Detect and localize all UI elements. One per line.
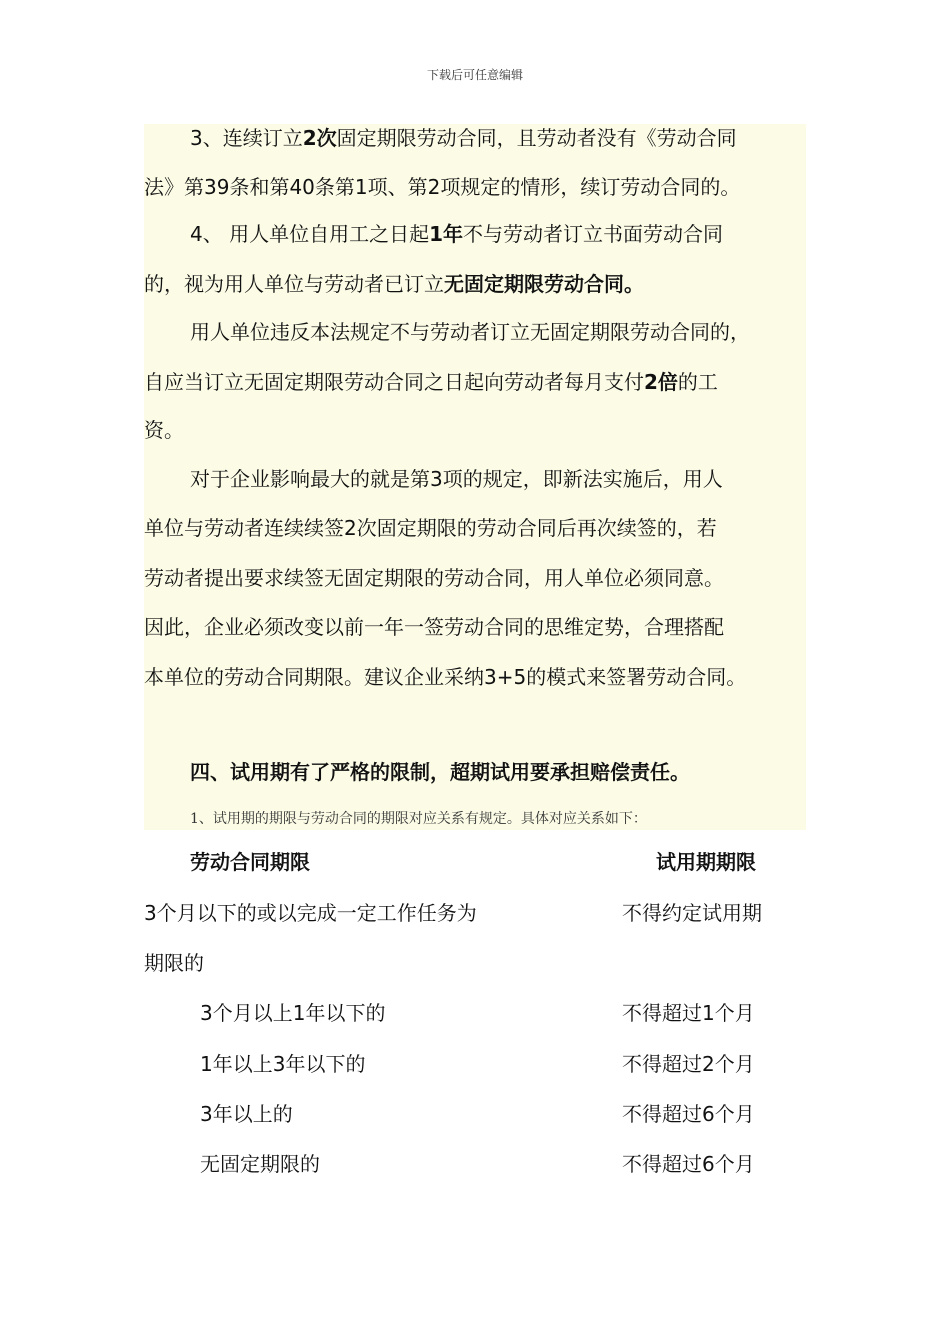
- p6-line4: 因此，企业必须改变以前一年一签劳动合同的思维定势，合理搭配: [144, 615, 724, 639]
- section4-heading: 四、试用期有了严格的限制，超期试用要承担赔偿责任。: [190, 760, 690, 784]
- table-row-1-left-cont: 期限的: [144, 951, 204, 975]
- table-row-2-left: 3个月以上1年以下的: [200, 1001, 386, 1025]
- p5-line1: 用人单位违反本法规定不与劳动者订立无固定期限劳动合同的，: [190, 320, 750, 344]
- table-row-3-left: 1年以上3年以下的: [200, 1052, 366, 1076]
- table-header-probation-term: 试用期期限: [656, 850, 756, 874]
- table-row-5-right: 不得超过6个月: [622, 1152, 755, 1176]
- section4-note: 1、试用期的期限与劳动合同的期限对应关系有规定。具体对应关系如下：: [190, 811, 647, 827]
- table-header-contract-term: 劳动合同期限: [190, 850, 310, 874]
- p5-line3: 资。: [144, 418, 184, 442]
- p6-line2: 单位与劳动者连续续签2次固定期限的劳动合同后再次续签的，若: [144, 516, 717, 540]
- p5-line2: 自应当订立无固定期限劳动合同之日起向劳动者每月支付2倍的工: [144, 370, 718, 394]
- p6-line5: 本单位的劳动合同期限。建议企业采纳3+5的模式来签署劳动合同。: [144, 665, 747, 689]
- table-row-3-right: 不得超过2个月: [622, 1052, 755, 1076]
- page-header: 下载后可任意编辑: [426, 68, 523, 82]
- table-row-5-left: 无固定期限的: [200, 1152, 320, 1176]
- table-row-4-left: 3年以上的: [200, 1102, 293, 1126]
- table-row-2-right: 不得超过1个月: [622, 1001, 755, 1025]
- p4-line2: 的，视为用人单位与劳动者已订立无固定期限劳动合同。: [144, 272, 644, 296]
- p6-line3: 劳动者提出要求续签无固定期限的劳动合同，用人单位必须同意。: [144, 566, 724, 590]
- p6-line1: 对于企业影响最大的就是第3项的规定，即新法实施后，用人: [190, 467, 723, 491]
- p4-line1: 4、 用人单位自用工之日起1年不与劳动者订立书面劳动合同: [190, 222, 724, 246]
- table-row-4-right: 不得超过6个月: [622, 1102, 755, 1126]
- table-row-1-right: 不得约定试用期: [622, 901, 762, 925]
- p3-line2: 法》第39条和第40条第1项、第2项规定的情形，续订劳动合同的。: [144, 175, 741, 199]
- p3-line1: 3、连续订立2次固定期限劳动合同，且劳动者没有《劳动合同: [190, 126, 737, 150]
- table-row-1-left: 3个月以下的或以完成一定工作任务为: [144, 901, 477, 925]
